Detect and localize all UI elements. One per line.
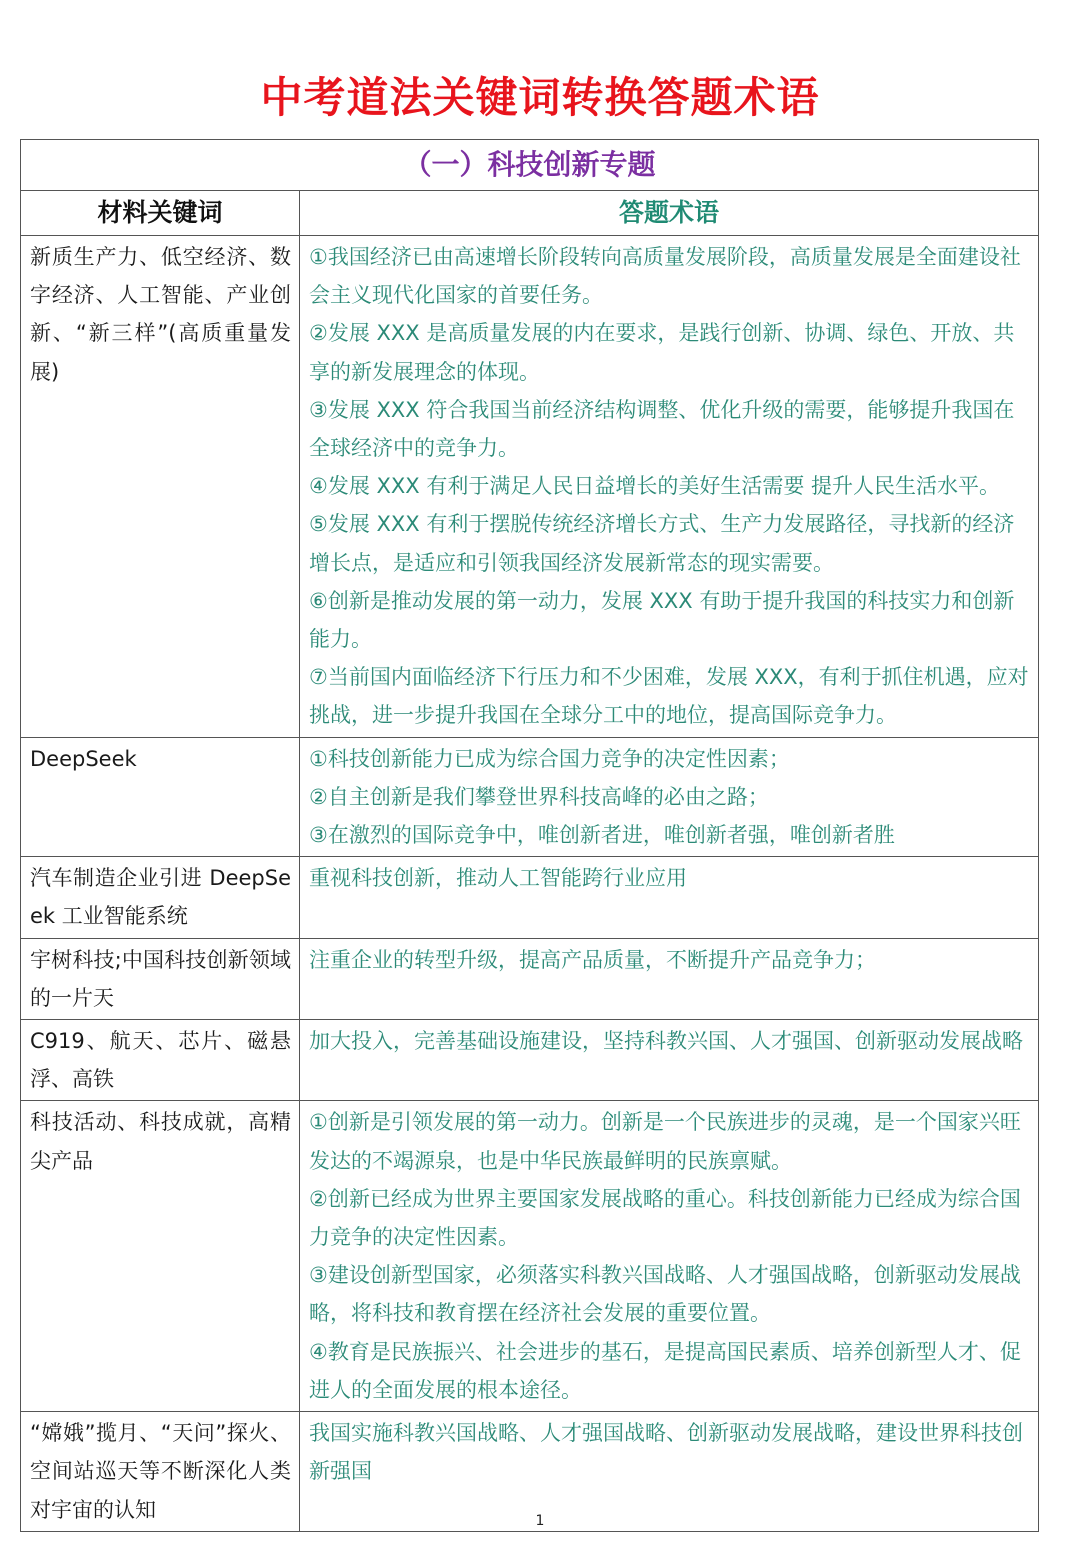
answer-item: ①创新是引领发展的第一动力。创新是一个民族进步的灵魂，是一个国家兴旺发达的不竭源泉，也是中华民族最鲜明的民族禀赋。 [309, 1110, 1021, 1173]
answer-item: ④教育是民族振兴、社会进步的基石，是提高国民素质、培养创新型人才、促进人的全面发展的根本途径。 [309, 1339, 1021, 1402]
table-row [21, 1101, 1039, 1412]
section-title: （一）科技创新专题 [21, 140, 1039, 191]
keyword-cell: C919、航天、芯片、磁悬浮、高铁 [21, 1020, 300, 1101]
keyword-cell: “嫦娥”揽月、“天问”探火、空间站巡天等不断深化人类对宇宙的认知 [21, 1412, 300, 1532]
answer-item: ②创新已经成为世界主要国家发展战略的重心。科技创新能力已经成为综合国力竞争的决定性因素。 [309, 1186, 1021, 1250]
table-row [21, 737, 1039, 857]
answer-cell [300, 1101, 1039, 1412]
answer-cell [300, 737, 1039, 857]
keyword-cell: 宇树科技;中国科技创新领域的一片天 [21, 938, 300, 1019]
answer-column-header: 答题术语 [300, 191, 1039, 236]
keyword-cell: 新质生产力、低空经济、数字经济、人工智能、产业创新、“新三样”(高质重量发展) [21, 236, 300, 738]
answer-item: ⑥创新是推动发展的第一动力，发展 XXX 有助于提升我国的科技实力和创新能力。 [309, 588, 1015, 652]
answer-cell [300, 857, 1039, 938]
document-title: 中考道法关键词转换答题术语 [260, 73, 820, 122]
answer-item: ①我国经济已由高速增长阶段转向高质量发展阶段，高质量发展是全面建设社会主义现代化国家的首要任务。 [309, 245, 1021, 308]
answer-item: 重视科技创新，推动人工智能跨行业应用 [309, 866, 687, 891]
page-number: 1 [535, 1513, 545, 1529]
keyword-table [20, 139, 1039, 1532]
keyword-cell: 汽车制造企业引进 DeepSeek 工业智能系统 [21, 857, 300, 938]
answer-item: ①科技创新能力已成为综合国力竞争的决定性因素； [309, 746, 790, 771]
answer-item: ⑦当前国内面临经济下行压力和不少困难，发展 XXX，有利于抓住机遇，应对挑战，进一步提升我国在全球分工中的地位，提高国际竞争力。 [309, 665, 1029, 728]
answer-item: 我国实施科教兴国战略、人才强国战略、创新驱动发展战略，建设世界科技创新强国 [309, 1421, 1023, 1484]
answer-item: ②自主创新是我们攀登世界科技高峰的必由之路； [309, 784, 769, 809]
table-row [21, 857, 1039, 938]
column-header-row [21, 191, 1039, 236]
section-header-row [21, 140, 1039, 191]
keyword-cell: 科技活动、科技成就，高精尖产品 [21, 1101, 300, 1412]
table-row [21, 938, 1039, 1019]
answer-item: ③发展 XXX 符合我国当前经济结构调整、优化升级的需要，能够提升我国在全球经济中的竞争力。 [309, 397, 1015, 461]
answer-cell [300, 1020, 1039, 1101]
table-row [21, 1020, 1039, 1101]
answer-item: ②发展 XXX 是高质量发展的内在要求，是践行创新、协调、绿色、开放、共享的新发展理念的体现。 [309, 321, 1015, 384]
keyword-cell: DeepSeek [21, 737, 300, 857]
table-row [21, 236, 1039, 738]
answer-item: ⑤发展 XXX 有利于摆脱传统经济增长方式、生产力发展路径，寻找新的经济增长点，是适应和引领我国经济发展新常态的现实需要。 [309, 512, 1015, 575]
answer-item: 注重企业的转型升级，提高产品质量，不断提升产品竞争力； [309, 947, 876, 972]
answer-cell [300, 938, 1039, 1019]
answer-item: ④发展 XXX 有利于满足人民日益增长的美好生活需要 提升人民生活水平。 [309, 474, 1001, 499]
keyword-column-header: 材料关键词 [21, 191, 300, 236]
answer-item: ③建设创新型国家，必须落实科教兴国战略、人才强国战略，创新驱动发展战略，将科技和教育摆在经济社会发展的重要位置。 [309, 1263, 1021, 1326]
answer-cell [300, 236, 1039, 738]
answer-item: 加大投入，完善基础设施建设，坚持科教兴国、人才强国、创新驱动发展战略 [309, 1029, 1023, 1054]
answer-item: ③在激烈的国际竞争中，唯创新者进，唯创新者强，唯创新者胜 [309, 823, 895, 848]
